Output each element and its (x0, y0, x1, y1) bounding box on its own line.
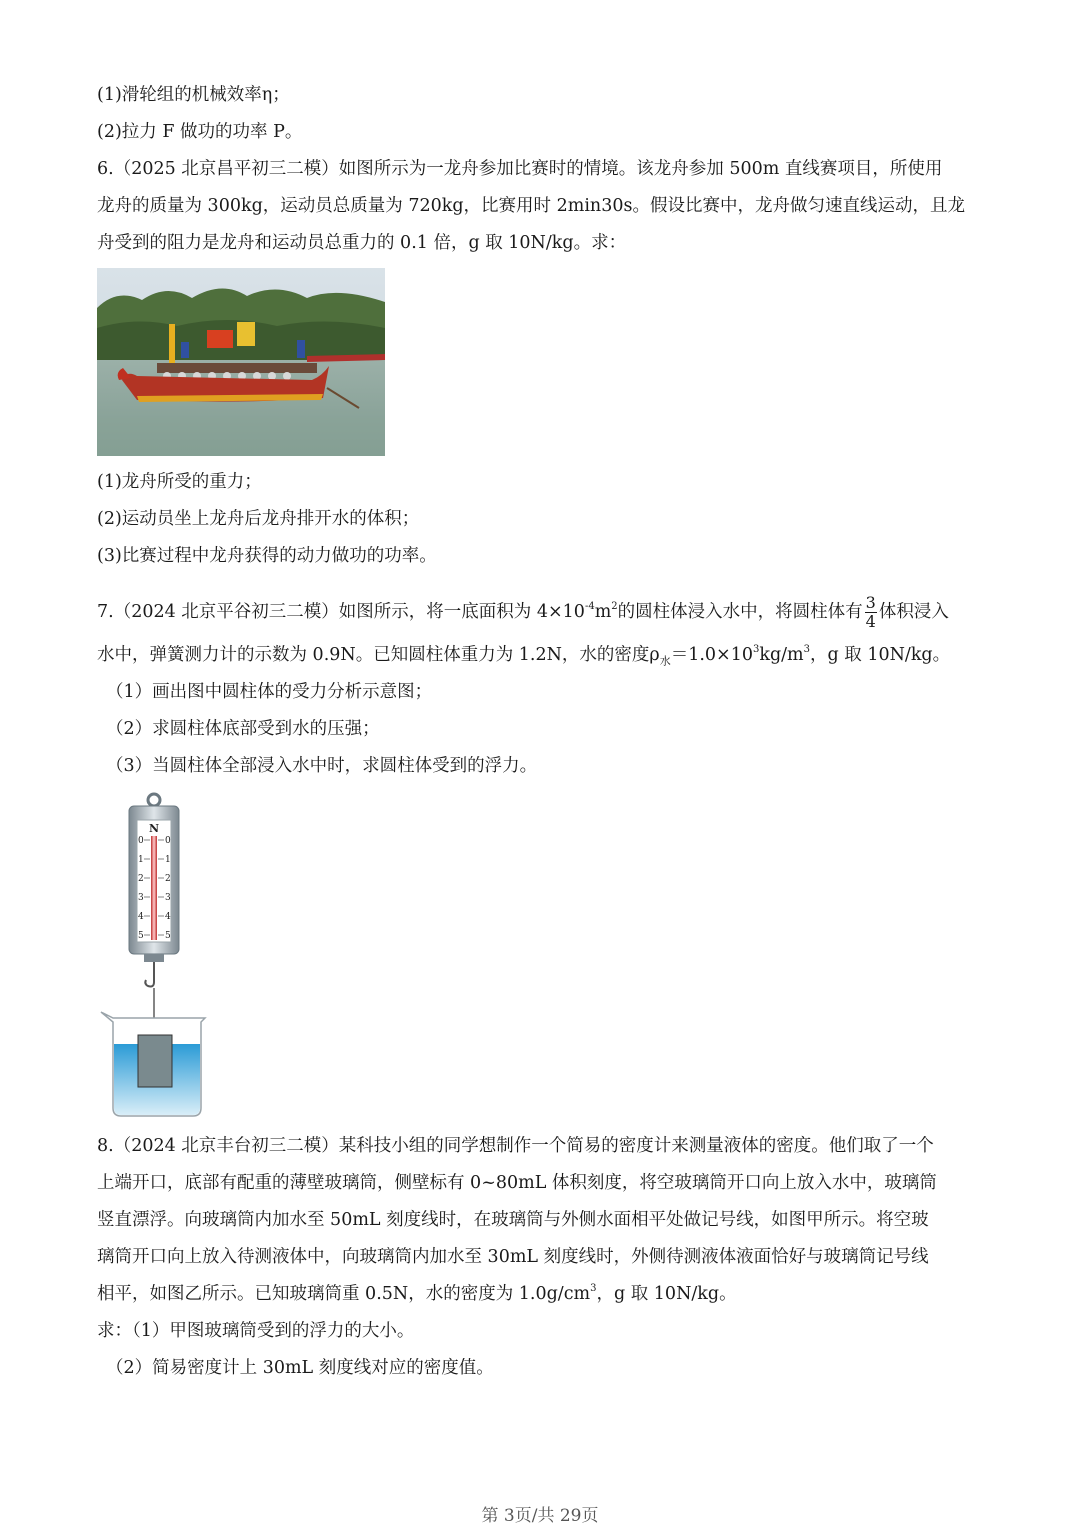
q8-exp: 3 (590, 1283, 597, 1295)
tick-left-0: 0 (138, 836, 144, 846)
q7-line2a: 水中，弹簧测力计的示数为 0.9N。已知圆柱体重力为 1.2N，水的密度ρ (97, 645, 660, 665)
tick-left-5: 5 (138, 931, 144, 941)
q6-line2: 龙舟的质量为 300kg，运动员总质量为 720kg，比赛用时 2min30s。假设比赛中，龙舟做匀速直线运动，且龙 (97, 196, 965, 216)
tick-right-1: 1 (165, 855, 171, 865)
q7-frac-den: 4 (865, 612, 876, 631)
q7-line2c: kg/m (759, 645, 804, 665)
spring-scale-figure (97, 790, 212, 1120)
tick-left-3: 3 (138, 893, 144, 903)
q7-line2 (97, 643, 950, 667)
q7-frac-num: 3 (865, 593, 876, 612)
q7-exp1: -4 (584, 601, 595, 613)
q8-line5 (97, 1282, 737, 1306)
q7-fraction (865, 594, 877, 631)
q5-sub1: (1)滑轮组的机械效率η； (97, 85, 290, 105)
q7-exp3: 3 (752, 644, 760, 656)
q7-line1c: 的圆柱体浸入水中，将圆柱体有 (617, 602, 863, 622)
q7-line1a: 7.（2024 北京平谷初三二模）如图所示，将一底面积为 4×10 (97, 602, 585, 622)
q5-sub2: (2)拉力 F 做功的功率 P。 (97, 122, 303, 142)
q7-sub2: （2）求圆柱体底部受到水的压强； (106, 719, 380, 739)
q6-sub3: (3)比赛过程中龙舟获得的动力做功的功率。 (97, 546, 437, 566)
q6-sub1: (1)龙舟所受的重力； (97, 472, 262, 492)
q8-line5b: ，g 取 10N/kg。 (596, 1284, 737, 1304)
q7-sub1: （1）画出图中圆柱体的受力分析示意图； (106, 682, 433, 702)
q8-line3: 竖直漂浮。向玻璃筒内加水至 50mL 刻度线时，在玻璃筒与外侧水面相平处做记号线，如图甲所示。将空玻 (97, 1210, 929, 1230)
q7-sub-water: 水 (659, 654, 671, 668)
tick-right-2: 2 (165, 874, 171, 884)
tick-right-4: 4 (165, 912, 171, 922)
q8-sub1: 求：（1）甲图玻璃筒受到的浮力的大小。 (97, 1321, 415, 1341)
page-footer: 第 3页/共 29页 (481, 1506, 599, 1526)
tick-left-2: 2 (138, 874, 144, 884)
q8-line1: 8.（2024 北京丰台初三二模）某科技小组的同学想制作一个简易的密度计来测量液体的密度。他们取了一个 (97, 1136, 934, 1156)
tick-left-4: 4 (138, 912, 144, 922)
q8-line4: 璃筒开口向上放入待测液体中，向玻璃筒内加水至 30mL 刻度线时，外侧待测液体液面恰好与玻璃筒记号线 (97, 1247, 929, 1267)
dragon-boat-photo (97, 268, 385, 456)
scale-unit-label: N (148, 822, 160, 835)
q6-line1: 6.（2025 北京昌平初三二模）如图所示为一龙舟参加比赛时的情境。该龙舟参加 500m 直线赛项目，所使用 (97, 159, 943, 179)
tick-left-1: 1 (138, 855, 144, 865)
tick-right-3: 3 (165, 893, 171, 903)
tick-right-5: 5 (165, 931, 171, 941)
q6-line3: 舟受到的阻力是龙舟和运动员总重力的 0.1 倍，g 取 10N/kg。求： (97, 233, 627, 253)
q7-line2b: ＝1.0×10 (670, 645, 753, 665)
q7-exp4: 3 (803, 644, 811, 656)
q8-sub2: （2）简易密度计上 30mL 刻度线对应的密度值。 (106, 1358, 494, 1378)
q7-sub3: （3）当圆柱体全部浸入水中时，求圆柱体受到的浮力。 (106, 756, 538, 776)
q7-line2d: ，g 取 10N/kg。 (810, 645, 951, 665)
q8-line2: 上端开口，底部有配重的薄壁玻璃筒，侧壁标有 0~80mL 体积刻度，将空玻璃筒开口向上放入水中，玻璃筒 (97, 1173, 937, 1193)
q6-sub2: (2)运动员坐上龙舟后龙舟排开水的体积； (97, 509, 420, 529)
q7-line1 (97, 594, 949, 631)
q8-line5a: 相平，如图乙所示。已知玻璃筒重 0.5N，水的密度为 1.0g/cm (97, 1284, 591, 1304)
q7-line1b: m (594, 602, 612, 622)
q7-line1d: 体积浸入 (878, 602, 949, 622)
q7-exp2: 2 (611, 601, 618, 613)
tick-right-0: 0 (165, 836, 171, 846)
